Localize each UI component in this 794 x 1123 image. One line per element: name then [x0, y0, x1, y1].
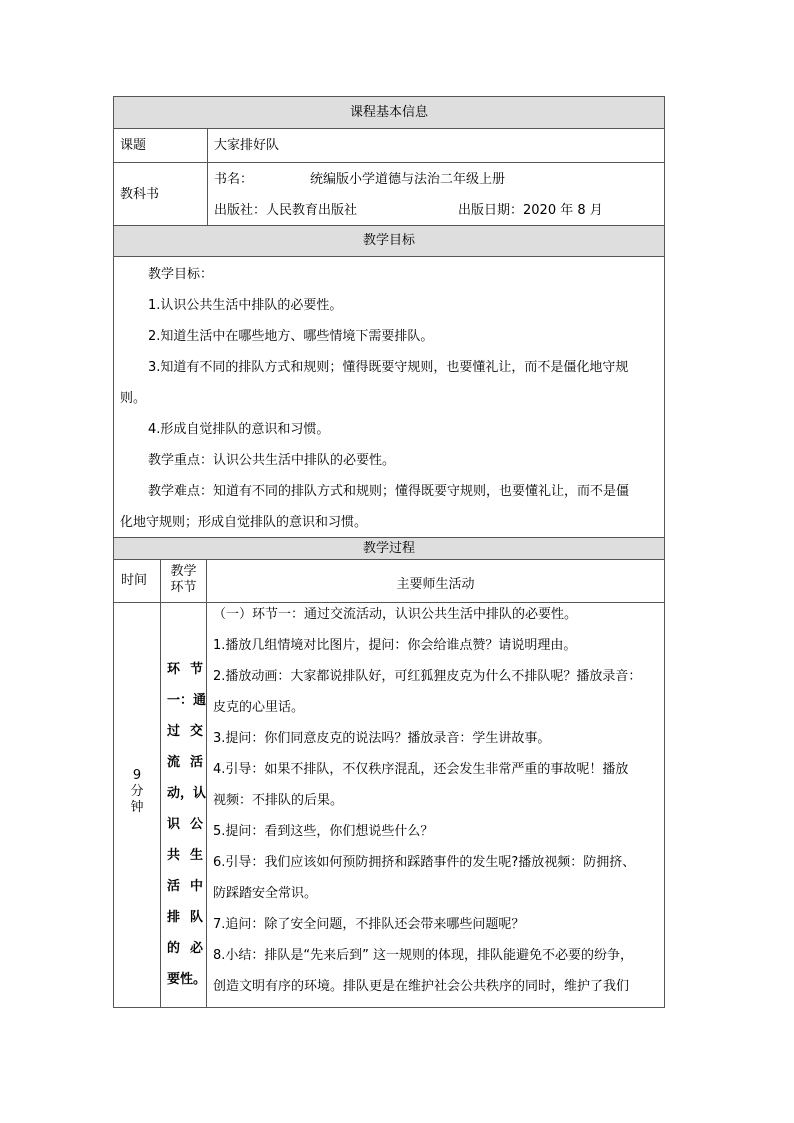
textbook-row	[114, 163, 664, 226]
process-column-headers	[114, 560, 664, 603]
activity-line: 7.追问：除了安全问题，不排队还会带来哪些问题呢？	[213, 917, 525, 932]
col-header-activity	[207, 560, 664, 602]
stage-line: 共生	[167, 848, 203, 863]
textbook-value-cell	[208, 163, 664, 225]
stage-cell	[161, 603, 207, 1007]
objectives-heading: 教学目标：	[148, 267, 214, 282]
section-title: 教学目标	[362, 233, 415, 248]
activity-line: 8.小结：排队是“先来后到” 这一规则的体现，排队能避免不必要的纷争，	[213, 948, 634, 963]
col-header-stage	[161, 560, 207, 602]
time-unit-1: 分	[130, 784, 144, 799]
objective-item: 2.知道生活中在哪些地方、哪些情境下需要排队。	[148, 329, 434, 344]
activity-line: 视频：不排队的后果。	[213, 793, 344, 808]
activity-line: 6.引导：我们应该如何预防拥挤和踩踏事件的发生呢?播放视频：防拥挤、	[213, 855, 636, 870]
objectives-content	[114, 257, 664, 538]
topic-label: 课题	[120, 138, 147, 153]
stage-line: 要性。	[167, 972, 207, 987]
col-header-time	[114, 560, 161, 602]
time-unit-2: 钟	[130, 800, 144, 815]
lesson-plan-table	[113, 96, 665, 1008]
book-name-value: 统编版小学道德与法治二年级上册	[310, 172, 506, 187]
activity-line: 1.播放几组情境对比图片，提问：你会给谁点赞？请说明理由。	[213, 638, 577, 653]
section-header-process	[114, 538, 664, 560]
stage-line: 排队	[167, 910, 203, 925]
time-cell	[114, 603, 161, 1007]
textbook-label-cell	[114, 163, 208, 225]
difficulty: 教学难点：知道有不同的排队方式和规则；懂得既要守规则，也要懂礼让，而不是僵	[148, 484, 630, 499]
objective-item-continued: 则。	[120, 391, 147, 406]
activity-line: 3.提问：你们同意皮克的说法吗？播放录音：学生讲故事。	[213, 731, 551, 746]
publication-date: 出版日期：2020 年 8 月	[458, 203, 603, 218]
stage-line: 流活	[167, 755, 203, 770]
time-number: 9	[132, 768, 142, 783]
activity-line: 防踩踏安全常识。	[213, 886, 318, 901]
activity-cell	[207, 603, 664, 1007]
col-header-stage-line1: 教学	[170, 564, 197, 579]
section-header-objectives	[114, 226, 664, 257]
activity-line: 5.提问：看到这些，你们想说些什么？	[213, 824, 434, 839]
col-header-stage-line2: 环节	[170, 580, 197, 595]
objective-item: 4.形成自觉排队的意识和习惯。	[148, 422, 330, 437]
activity-line: 2.播放动画：大家都说排队好，可红狐狸皮克为什么不排队呢？播放录音：	[213, 669, 642, 684]
objective-item: 1.认识公共生活中排队的必要性。	[148, 298, 343, 313]
stage-line: 环节	[167, 662, 203, 677]
difficulty-continued: 化地守规则；形成自觉排队的意识和习惯。	[120, 515, 368, 530]
stage-line: 的必	[167, 941, 203, 956]
stage-line: 活中	[167, 879, 203, 894]
stage-line: 动，认	[167, 786, 207, 801]
topic-value: 大家排好队	[214, 138, 280, 153]
activity-line: 创造文明有序的环境。排队更是在维护社会公共秩序的同时，维护了我们	[213, 979, 630, 994]
textbook-label: 教科书	[120, 187, 160, 202]
col-header-activity-text: 主要师生活动	[396, 577, 475, 592]
stage-line: 过交	[167, 724, 203, 739]
activity-line: 4.引导：如果不排队，不仅秩序混乱，还会发生非常严重的事故呢！播放	[213, 762, 629, 777]
objective-item: 3.知道有不同的排队方式和规则；懂得既要守规则，也要懂礼让，而不是僵化地守规	[148, 360, 629, 375]
topic-row	[114, 129, 664, 163]
activity-line: 皮克的心里话。	[213, 700, 305, 715]
col-header-time-text: 时间	[121, 573, 148, 588]
stage-line: 一：通	[167, 693, 207, 708]
activity-line: （一）环节一：通过交流活动，认识公共生活中排队的必要性。	[213, 607, 578, 622]
section-title: 教学过程	[362, 541, 415, 556]
section-title: 课程基本信息	[349, 105, 428, 120]
process-body	[114, 603, 664, 1007]
publisher: 出版社：人民教育出版社	[214, 203, 358, 218]
topic-label-cell	[114, 129, 208, 162]
key-point: 教学重点：认识公共生活中排队的必要性。	[148, 453, 396, 468]
topic-value-cell	[208, 129, 664, 162]
book-name-label: 书名：	[214, 172, 254, 187]
section-header-basic-info	[114, 97, 664, 129]
stage-line: 识公	[167, 817, 203, 832]
